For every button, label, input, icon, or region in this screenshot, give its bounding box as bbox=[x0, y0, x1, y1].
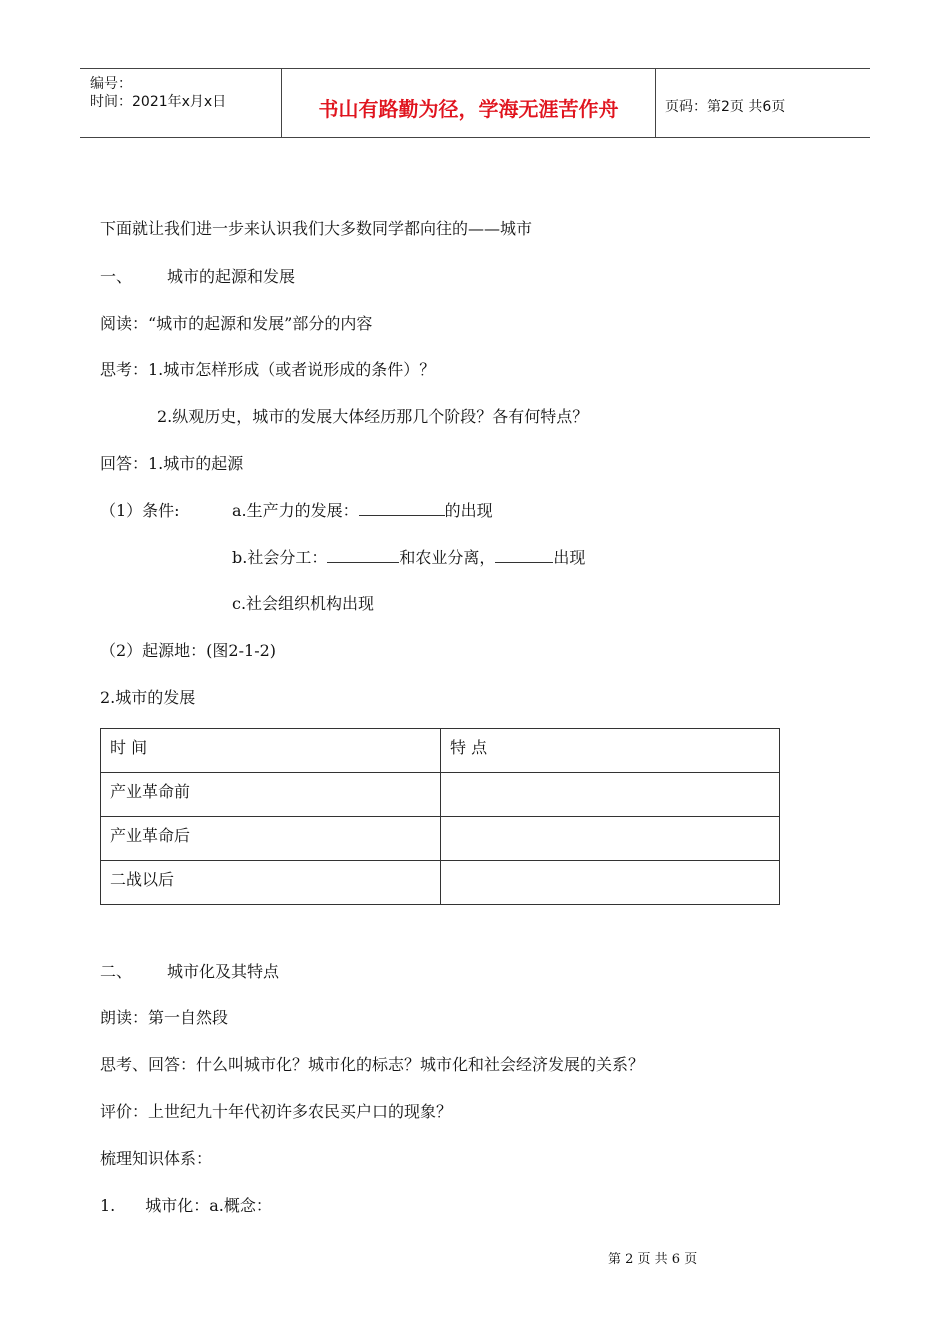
condition-a-text: a.生产力的发展： bbox=[232, 501, 359, 520]
table-header-cell: 特 点 bbox=[441, 729, 780, 773]
table-cell: 产业革命后 bbox=[101, 817, 441, 861]
doc-number-label: 编号： bbox=[90, 76, 132, 92]
item-1 bbox=[100, 1193, 272, 1216]
header-motto: 书山有路勤为径，学海无涯苦作舟 bbox=[318, 97, 619, 121]
section-1-heading bbox=[100, 264, 295, 287]
section-2-title: 城市化及其特点 bbox=[167, 962, 280, 981]
header-motto-cell bbox=[281, 69, 656, 137]
header-page-cell bbox=[655, 69, 870, 137]
reading-instruction: 阅读：“城市的起源和发展”部分的内容 bbox=[100, 314, 373, 333]
page-header bbox=[80, 68, 870, 138]
table-cell: 二战以后 bbox=[101, 861, 441, 905]
table-header-row bbox=[101, 729, 780, 773]
section-1-title: 城市的起源和发展 bbox=[167, 267, 296, 286]
question-1: 思考：1.城市怎样形成（或者说形成的条件）？ bbox=[100, 360, 436, 379]
intro-text: 下面就让我们进一步来认识我们大多数同学都向往的——城市 bbox=[100, 219, 533, 238]
fill-blank bbox=[495, 548, 553, 563]
development-heading: 2.城市的发展 bbox=[100, 688, 196, 707]
condition-a bbox=[232, 498, 493, 521]
condition-a-suffix: 的出现 bbox=[444, 501, 493, 520]
knowledge-system-heading: 梳理知识体系： bbox=[100, 1149, 213, 1168]
evaluation-question: 评价：上世纪九十年代初许多农民买户口的现象？ bbox=[100, 1102, 453, 1121]
fill-blank bbox=[327, 548, 399, 563]
table-cell: 产业革命前 bbox=[101, 773, 441, 817]
condition-label: （1）条件: bbox=[100, 501, 180, 520]
doc-time-label: 时间：2021年x月x日 bbox=[90, 94, 227, 110]
section-2-number: 二、 bbox=[100, 962, 133, 981]
condition-c: c.社会组织机构出现 bbox=[232, 594, 375, 613]
condition-b bbox=[232, 545, 585, 568]
answer-heading: 回答：1.城市的起源 bbox=[100, 454, 244, 473]
table-row bbox=[101, 861, 780, 905]
table-cell bbox=[441, 861, 780, 905]
condition-b-suffix: 出现 bbox=[553, 548, 586, 567]
section-2-heading bbox=[100, 959, 279, 982]
item-1-text: 城市化：a.概念： bbox=[145, 1196, 272, 1215]
reading-aloud-instruction: 朗读：第一自然段 bbox=[100, 1008, 229, 1027]
table-cell bbox=[441, 773, 780, 817]
table-header-cell: 时 间 bbox=[101, 729, 441, 773]
page-footer: 第 2 页 共 6 页 bbox=[608, 1252, 698, 1267]
origin-text: （2）起源地：(图2-1-2) bbox=[100, 641, 277, 660]
table-row bbox=[101, 817, 780, 861]
question-2: 2.纵观历史，城市的发展大体经历那几个阶段？各有何特点？ bbox=[157, 407, 589, 426]
condition-b-text: b.社会分工： bbox=[232, 548, 328, 567]
condition-b-middle: 和农业分离， bbox=[399, 548, 496, 567]
table-cell bbox=[441, 817, 780, 861]
header-meta bbox=[80, 69, 281, 137]
section-1-number: 一、 bbox=[100, 267, 133, 286]
fill-blank bbox=[359, 501, 445, 516]
item-1-number: 1. bbox=[100, 1196, 116, 1215]
header-page-number: 页码：第2页 共6页 bbox=[665, 99, 786, 115]
table-row bbox=[101, 773, 780, 817]
development-table bbox=[100, 728, 780, 905]
question-3: 思考、回答：什么叫城市化？城市化的标志？城市化和社会经济发展的关系？ bbox=[100, 1055, 645, 1074]
